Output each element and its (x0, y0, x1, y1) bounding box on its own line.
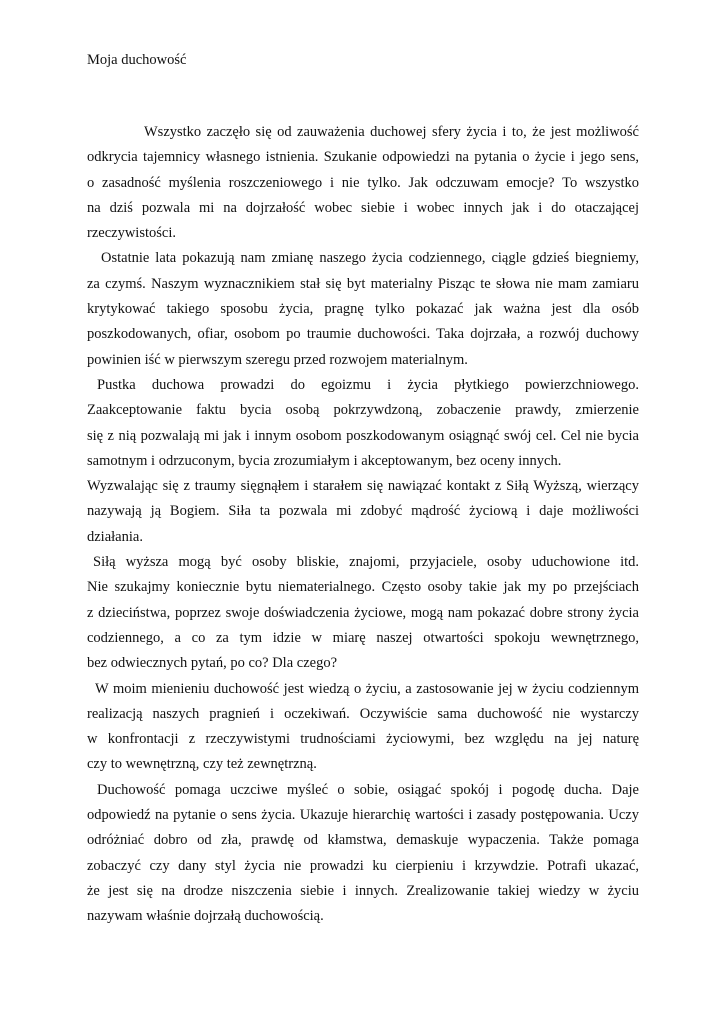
text-line: odpowiedź na pytanie o sens życia. Ukazuje hierarchię wartości i zasady postępowania. Uczy (87, 807, 639, 824)
text-line: działania. (87, 528, 143, 545)
paragraph (87, 120, 639, 246)
text-line: z dzieciństwa, poprzez swoje doświadczenia życiowe, mogą nam pokazać dobre strony życia (87, 604, 639, 621)
text-line: samotnym i odrzuconym, bycia zrozumiałym i akceptowanym, bez oceny innych. (87, 452, 562, 469)
paragraph (87, 373, 639, 474)
text-line: Wyzwalając się z traumy sięgnąłem i starałem się nawiązać kontakt z Siłą Wyższą, wierzący (87, 478, 639, 495)
document-title: Moja duchowość (87, 52, 187, 68)
text-line: czy to wewnętrzną, czy też zewnętrzną. (87, 756, 317, 773)
text-line: codziennego, a co za tym idzie w miarę naszej otwartości spokoju wewnętrznego, (87, 629, 639, 646)
text-line: się z nią pozwalają mi jak i innym osobom poszkodowanym osiągnąć swój cel. Cel nie bycia (87, 427, 639, 444)
text-line: Zaakceptowanie faktu bycia osobą pokrzywdzoną, zobaczenie prawdy, zmierzenie (87, 402, 639, 419)
document-body (87, 120, 639, 930)
text-line: na dziś pozwala mi na dojrzałość wobec siebie i wobec innych jak i do otaczającej (87, 199, 639, 216)
text-line: że jest się na drodze niszczenia siebie i innych. Zrealizowanie takiej wiedzy w życiu (87, 882, 639, 899)
text-line: odkrycia tajemnicy własnego istnienia. Szukanie odpowiedzi na pytania o życie i jego sens, (87, 149, 639, 166)
text-line: nazywają ją Bogiem. Siła ta pozwala mi zdobyć mądrość życiową i daje możliwości (87, 503, 639, 520)
text-line: realizacją naszych pragnień i oczekiwań. Oczywiście sama duchowość nie wystarczy (87, 705, 639, 722)
text-line: krytykować takiego sposobu życia, pragnę tylko pokazać jak ważna jest dla osób (87, 301, 639, 318)
text-line: za czymś. Naszym wyznacznikiem stał się byt materialny Pisząc te słowa nie mam zamiaru (87, 275, 639, 292)
text-line: rzeczywistości. (87, 225, 176, 242)
text-line: Nie szukajmy koniecznie bytu niematerialnego. Często osoby takie jak my po przejściach (87, 579, 639, 596)
text-line: zobaczyć czy dany styl życia nie prowadzi ku cierpieniu i krzywdzie. Potrafi ukazać, (87, 857, 639, 874)
text-line: Pustka duchowa prowadzi do egoizmu i życia płytkiego powierzchniowego. (97, 376, 639, 393)
text-line: Duchowość pomaga uczciwe myśleć o sobie, osiągać spokój i pogodę ducha. Daje (97, 781, 639, 798)
text-line: w konfrontacji z rzeczywistymi trudnościami życiowymi, bez względu na jej naturę (87, 731, 639, 748)
text-line: Ostatnie lata pokazują nam zmianę naszego życia codziennego, ciągle gdzieś biegniemy, (101, 250, 639, 267)
text-line: Siłą wyższa mogą być osoby bliskie, znajomi, przyjaciele, osoby uduchowione itd. (93, 554, 639, 571)
text-line: o zasadność myślenia roszczeniowego i nie tylko. Jak odczuwam emocje? To wszystko (87, 174, 639, 191)
text-line: Wszystko zaczęło się od zauważenia duchowej sfery życia i to, że jest możliwość (144, 124, 639, 140)
text-line: W moim mienieniu duchowość jest wiedzą o życiu, a zastosowanie jej w życiu codziennym (95, 680, 639, 697)
paragraph (87, 550, 639, 676)
text-line: bez odwiecznych pytań, po co? Dla czego? (87, 655, 338, 672)
text-line: powinien iść w pierwszym szeregu przed rozwojem materialnym. (87, 351, 468, 368)
paragraph (87, 246, 639, 372)
text-line: odróżniać dobro od zła, prawdę od kłamstwa, demaskuje wypaczenia. Także pomaga (87, 832, 639, 849)
text-line: poszkodowanych, ofiar, osobom po traumie duchowości. Taka dojrzała, a rozwój duchowy (87, 326, 639, 343)
text-line: nazywam właśnie dojrzałą duchowością. (87, 908, 324, 925)
paragraph (87, 474, 639, 550)
paragraph (87, 677, 639, 778)
paragraph (87, 778, 639, 930)
